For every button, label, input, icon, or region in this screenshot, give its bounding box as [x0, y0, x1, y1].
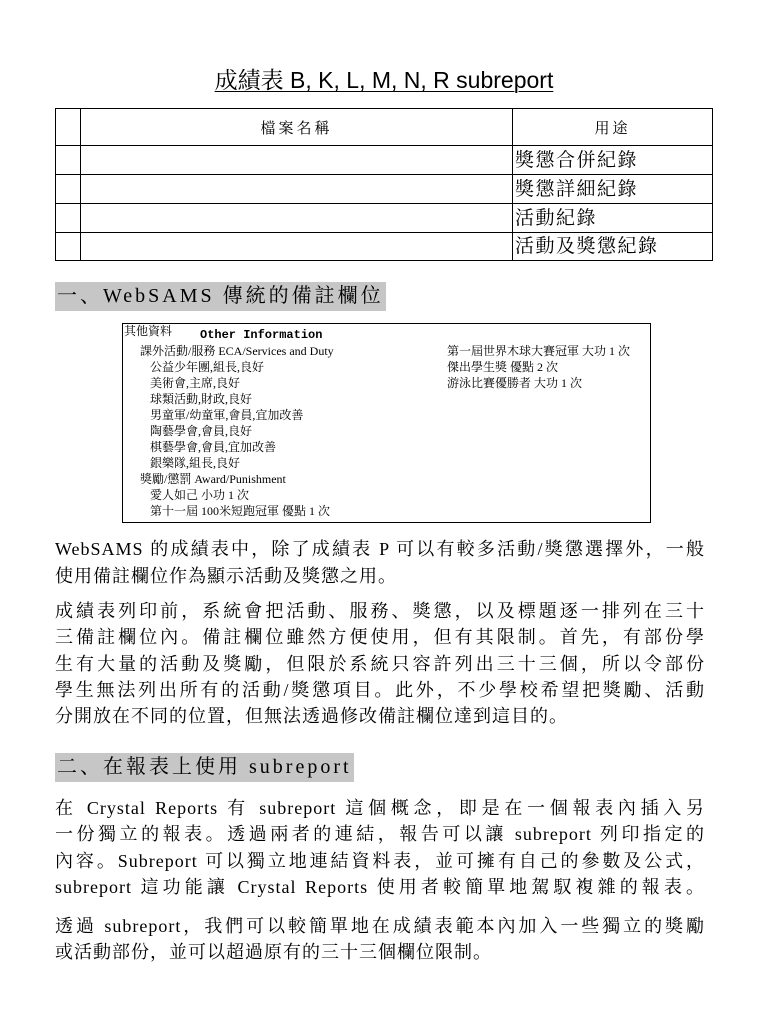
paragraph-line: WebSAMS 的成績表中，除了成績表 P 可以有較多活動/獎懲選擇外，一般 [55, 539, 705, 559]
paragraph [55, 536, 705, 590]
remarks-item: 美術會,主席,良好 [150, 376, 241, 390]
remarks-sample-box [122, 323, 651, 523]
remarks-item: 游泳比賽優勝者 大功 1 次 [447, 376, 583, 390]
paragraph [55, 913, 705, 966]
purpose-cell: 獎懲合併紀錄 [513, 146, 713, 175]
remarks-right-column [447, 343, 630, 391]
paragraph-line: 學生無法列出所有的活動/獎懲項目。此外，不少學校希望把獎勵、活動 [55, 679, 705, 700]
remarks-title: Other Information [200, 328, 323, 342]
table-row [56, 146, 713, 175]
paragraph-line: 三備註欄位內。備註欄位雖然方便使用，但有其限制。首先，有部份學 [55, 627, 705, 648]
file-table [55, 108, 713, 261]
purpose-cell: 活動紀錄 [513, 204, 713, 233]
table-row [56, 233, 713, 261]
table-row [56, 204, 713, 233]
filename-cell [81, 233, 513, 261]
document-title [0, 64, 768, 96]
remarks-category: 獎勵/懲罰 Award/Punishment [140, 472, 286, 486]
paragraph-line: 或活動部份，並可以超過原有的三十三個欄位限制。 [55, 942, 492, 963]
table-row [56, 175, 713, 204]
purpose-cell: 活動及獎懲紀錄 [513, 233, 713, 261]
paragraph-line: 透過 subreport，我們可以較簡單地在成績表範本內加入一些獨立的獎勵 [55, 916, 705, 936]
remarks-item: 陶藝學會,會員,良好 [150, 424, 253, 438]
section-heading-subreport: 二、在報表上使用 subreport [55, 753, 354, 782]
remarks-left-column [140, 343, 334, 519]
filename-cell [81, 175, 513, 204]
index-cell [56, 233, 81, 261]
remarks-label: 其他資料 [124, 324, 173, 338]
paragraph-line: 分開放在不同的位置，但無法透過修改備註欄位達到這目的。 [55, 706, 568, 727]
table-header-row [56, 109, 713, 146]
remarks-item: 愛人如己 小功 1 次 [150, 488, 250, 502]
index-cell [56, 175, 81, 204]
paragraph-line: 成績表列印前，系統會把活動、服務、獎懲，以及標題逐一排列在三十 [55, 601, 705, 621]
remarks-item: 棋藝學會,會員,宜加改善 [150, 440, 277, 454]
document-title-text: 成績表 B, K, L, M, N, R subreport [214, 67, 554, 93]
purpose-header: 用途 [513, 109, 713, 146]
paragraph-line: 使用備註欄位作為顯示活動及獎懲之用。 [55, 566, 397, 586]
paragraph-line: 生有大量的活動及獎勵，但限於系統只容許列出三十三個，所以令部份 [55, 653, 705, 674]
filename-cell [81, 146, 513, 175]
purpose-cell: 獎懲詳細紀錄 [513, 175, 713, 204]
paragraph-line: 一份獨立的報表。透過兩者的連結，報告可以讓 subreport 列印指定的 [55, 824, 705, 845]
remarks-item: 傑出學生獎 優點 2 次 [447, 360, 559, 374]
paragraph-line: 在 Crystal Reports 有 subreport 這個概念，即是在一個報表內插入另 [55, 798, 705, 818]
section-heading-websams-remarks: 一、WebSAMS 傳統的備註欄位 [55, 282, 386, 311]
remarks-item: 銀樂隊,組長,良好 [150, 456, 241, 470]
paragraph [55, 598, 705, 729]
remarks-item: 第十一屆 100米短跑冠軍 優點 1 次 [150, 504, 331, 518]
index-header-cell [56, 109, 81, 146]
index-cell [56, 146, 81, 175]
remarks-item: 公益少年團,組長,良好 [150, 360, 265, 374]
filename-header: 檔案名稱 [81, 109, 513, 146]
paragraph [55, 795, 705, 900]
index-cell [56, 204, 81, 233]
remarks-item: 球類活動,財政,良好 [150, 392, 253, 406]
remarks-item: 男童軍/幼童軍,會員,宜加改善 [150, 408, 304, 422]
paragraph-line: 內容。Subreport 可以獨立地連結資料表，並可擁有自己的參數及公式， [55, 850, 705, 871]
filename-cell [81, 204, 513, 233]
paragraph-line: subreport 這功能讓 Crystal Reports 使用者較簡單地駕馭複雜的報表。 [55, 876, 705, 897]
remarks-category: 課外活動/服務 ECA/Services and Duty [140, 344, 334, 358]
remarks-item: 第一屆世界木球大賽冠軍 大功 1 次 [447, 344, 631, 358]
